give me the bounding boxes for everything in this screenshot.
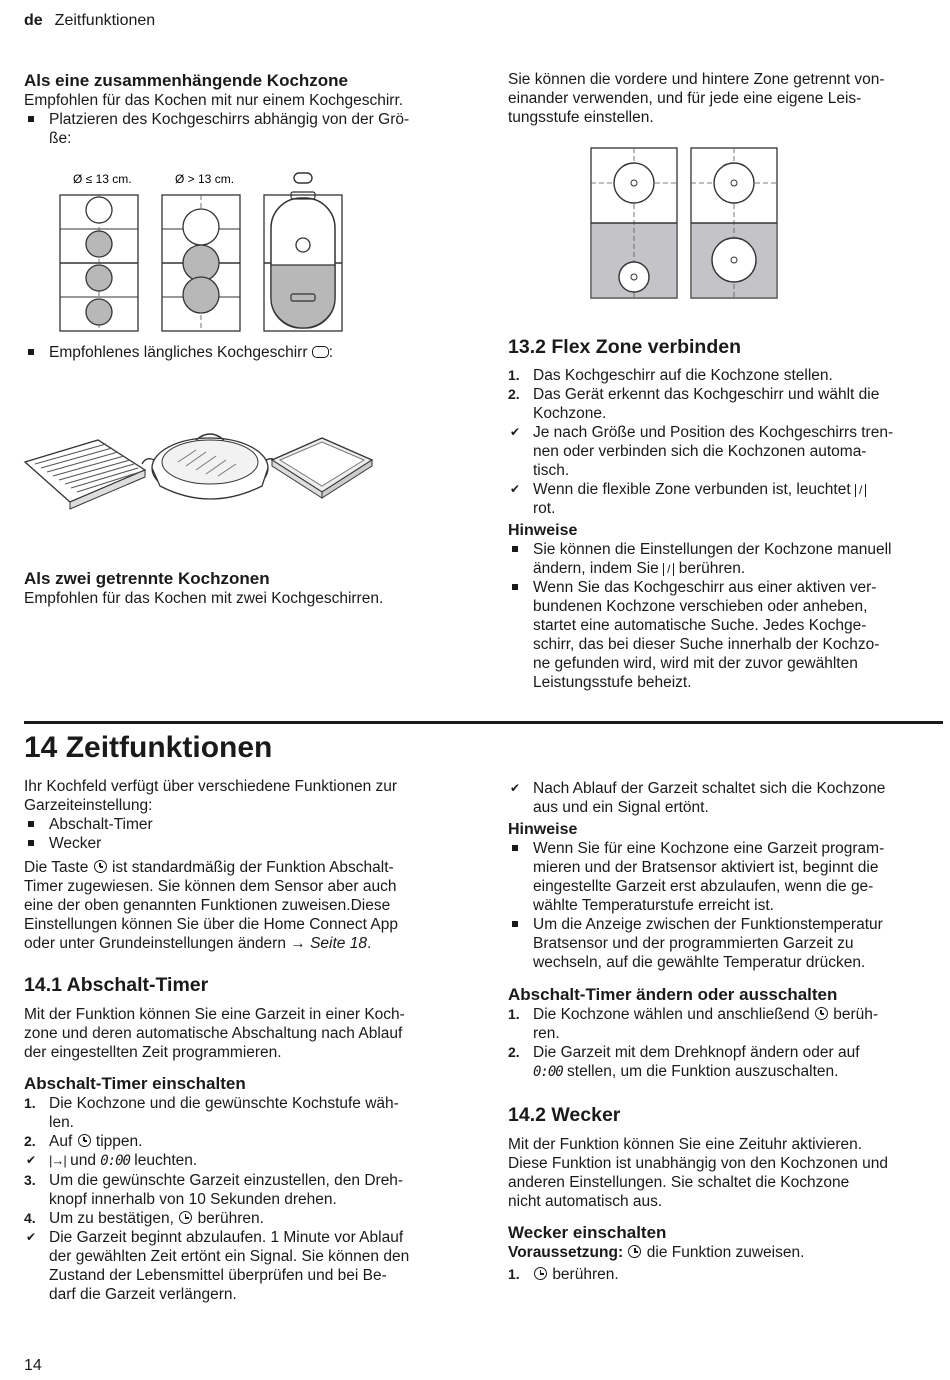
timer-note-2: Um die Anzeige zwischen der Funktionstemperatur Bratsensor und der programmierten Garzeit zu wechseln, auf die gewählte Temperatur drücken. <box>508 915 948 972</box>
flex-result-1: ✔ Je nach Größe und Position des Kochgeschirrs tren- nen oder verbinden sich die Kochzonen automa- tisch. <box>508 423 948 480</box>
right-column-top <box>508 70 948 127</box>
chapter-divider <box>24 721 943 724</box>
placement-diagram <box>55 165 355 335</box>
zone-front-back-large <box>691 148 777 298</box>
section-two-zones <box>24 568 464 608</box>
timer-steps <box>24 1094 464 1304</box>
oval-pot-icon <box>312 346 329 358</box>
flex-notes-title: Hinweise <box>508 522 578 539</box>
flex-step-2: 2. Das Gerät erkennt das Kochgeschirr und wählt die Kochzone. <box>508 386 880 422</box>
flex-result-2: ✔ Wenn die flexible Zone verbunden ist, leuchtet / rot. <box>508 480 948 518</box>
heading-timer-change: Abschalt-Timer ändern oder ausschalten <box>508 985 838 1004</box>
language-code: de <box>24 12 43 29</box>
left-column-top <box>24 70 464 148</box>
right-column-bottom <box>508 779 948 1284</box>
running-header <box>24 11 155 30</box>
timer-result-1: ✔ |→| und 0:00 leuchten. <box>24 1151 464 1171</box>
timer-intro: Mit der Funktion können Sie eine Garzeit in einer Koch- zone und deren automatische Abschaltung nach Ablauf der eingestellten Zeit programmieren. <box>24 1006 405 1061</box>
heading-flex-zone: 13.2 Flex Zone verbinden <box>508 336 741 358</box>
heading-two-zones: Als zwei getrennte Kochzonen <box>24 569 270 588</box>
timer-result-3: ✔ Nach Ablauf der Garzeit schaltet sich die Kochzone aus und ein Signal ertönt. <box>508 779 948 817</box>
chapter-paragraph: Die Taste ist standardmäßig der Funktion Abschalt- Timer zugewiesen. Sie können dem Sensor aber auch eine der oben genannten Funktionen zuweisen.Diese Einstellungen können Sie über die Home Connect App oder unter Grundeinstellungen ändern → Seite 18. <box>24 859 398 952</box>
flex-steps <box>508 366 948 518</box>
oval-roaster-icon <box>142 434 278 499</box>
chapter-intro: Ihr Kochfeld verfügt über verschiedene Funktionen zur Garzeiteinstellung: <box>24 778 398 814</box>
flex-note-2: Wenn Sie das Kochgeschirr aus einer aktiven ver- bundenen Kochzone verschieben oder anheben, startet eine automatische Suche. Jedes Kochge- schirr, das bei dieser Suche innerhalb der Kochzo- ne gefunden wird, wird mit der zuvor gewählten Leistungsstufe beheizt. <box>508 578 948 692</box>
grill-plate-icon <box>25 440 145 509</box>
timer-clock-icon <box>534 1267 547 1280</box>
timer-change-step-1: 1. Die Kochzone wählen und anschließend berüh- ren. <box>508 1006 879 1042</box>
display-zero-time: 0:00 <box>533 1064 563 1080</box>
timer-step-1: 1. Die Kochzone und die gewünschte Kochstufe wäh- len. <box>24 1095 399 1131</box>
wecker-step-1: 1. berühren. <box>508 1266 619 1283</box>
separate-zones-text: Sie können die vordere und hintere Zone getrennt von- einander verwenden, und für jede eine eigene Leis- tungsstufe einstellen. <box>508 71 885 126</box>
wecker-prerequisite: Voraussetzung: die Funktion zuweisen. <box>508 1244 805 1261</box>
timer-change-steps <box>508 1005 948 1082</box>
cookware-illustrations <box>20 420 380 515</box>
left-column-bottom <box>24 777 464 1304</box>
chapter-title: 14 Zeitfunktionen <box>24 731 273 764</box>
function-item-timer: Abschalt-Timer <box>24 815 464 834</box>
wecker-steps <box>508 1265 948 1284</box>
flex-zone-icon: / <box>855 484 866 497</box>
chapter-heading-block <box>24 730 272 766</box>
timer-clock-icon <box>179 1211 192 1224</box>
header-chapter: Zeitfunktionen <box>54 12 156 29</box>
timer-change-step-2: 2. Die Garzeit mit dem Drehknopf ändern oder auf 0:00 stellen, um die Funktion auszuschalten. <box>508 1044 860 1080</box>
label-large-pot: Ø > 13 cm. <box>175 172 235 186</box>
chapter-function-list <box>24 815 464 853</box>
link-arrow-icon: → <box>290 935 306 952</box>
teppanyaki-tray-icon <box>272 438 372 498</box>
flex-zone-icon: / <box>663 563 674 576</box>
label-small-pot: Ø ≤ 13 cm. <box>73 172 132 186</box>
timer-result-2: ✔ Die Garzeit beginnt abzulaufen. 1 Minute vor Ablauf der gewählten Zeit ertönt ein Signal. Sie können den Zustand der Lebensmittel überprüfen und bei Be- darf die Garzeit verlängern. <box>24 1228 464 1304</box>
bullet-oval: Empfohlenes längliches Kochgeschirr : <box>24 343 464 362</box>
page-link[interactable]: Seite 18 <box>310 935 367 952</box>
heading-wecker-on: Wecker einschalten <box>508 1223 667 1242</box>
intro-two-zones: Empfohlen für das Kochen mit zwei Kochgeschirren. <box>24 590 384 607</box>
timer-clock-icon <box>94 860 107 873</box>
separate-zones-diagram <box>588 145 780 301</box>
zone-small-pot <box>60 195 138 331</box>
bullet-oval-cookware <box>24 343 464 362</box>
heading-wecker: 14.2 Wecker <box>508 1104 621 1126</box>
intro-single-zone: Empfohlen für das Kochen mit nur einem Kochgeschirr. <box>24 92 404 109</box>
timer-step-4: 4. Um zu bestätigen, berühren. <box>24 1210 264 1227</box>
display-zero-time: 0:00 <box>100 1153 130 1169</box>
heading-timer-on: Abschalt-Timer einschalten <box>24 1074 246 1093</box>
flex-notes <box>508 540 948 692</box>
timer-notes-title: Hinweise <box>508 821 578 838</box>
zone-large-pot <box>162 195 240 331</box>
flex-note-1: Sie können die Einstellungen der Kochzone manuell ändern, indem Sie / berühren. <box>508 540 948 578</box>
timer-notes <box>508 839 948 972</box>
timer-end-icon: |→| <box>49 1153 66 1168</box>
oval-pot-icon <box>294 173 312 183</box>
section-flex-zone <box>508 335 948 692</box>
zone-front-back-small <box>591 148 677 298</box>
heading-abschalt-timer: 14.1 Abschalt-Timer <box>24 974 209 996</box>
timer-note-1: Wenn Sie für eine Kochzone eine Garzeit program- mieren und der Bratsensor aktiviert ist, beginnt die eingestellte Garzeit erst abzulaufen, wenn die ge- wählte Temperaturstufe erreicht ist. <box>508 839 948 915</box>
timer-clock-icon <box>78 1134 91 1147</box>
timer-step-3: 3. Um die gewünschte Garzeit einzustellen, den Dreh- knopf innerhalb von 10 Sekunden drehen. <box>24 1172 404 1208</box>
zone-oval-pot <box>264 192 342 331</box>
bullet-placement: Platzieren des Kochgeschirrs abhängig von der Grö- ße: <box>24 110 464 148</box>
timer-clock-icon <box>628 1245 641 1258</box>
wecker-intro: Mit der Funktion können Sie eine Zeituhr aktivieren. Diese Funktion ist unabhängig von den Kochzonen und anderen Einstellungen. Sie schaltet die Kochzone nicht automatisch aus. <box>508 1136 889 1210</box>
timer-clock-icon <box>815 1007 828 1020</box>
bullet-list-placement <box>24 110 464 148</box>
flex-step-1: 1. Das Kochgeschirr auf die Kochzone stellen. <box>508 367 833 384</box>
timer-step-2: 2. Auf tippen. <box>24 1133 143 1150</box>
function-item-wecker: Wecker <box>24 834 464 853</box>
page-number: 14 <box>24 1357 42 1374</box>
heading-single-zone: Als eine zusammenhängende Kochzone <box>24 71 349 90</box>
